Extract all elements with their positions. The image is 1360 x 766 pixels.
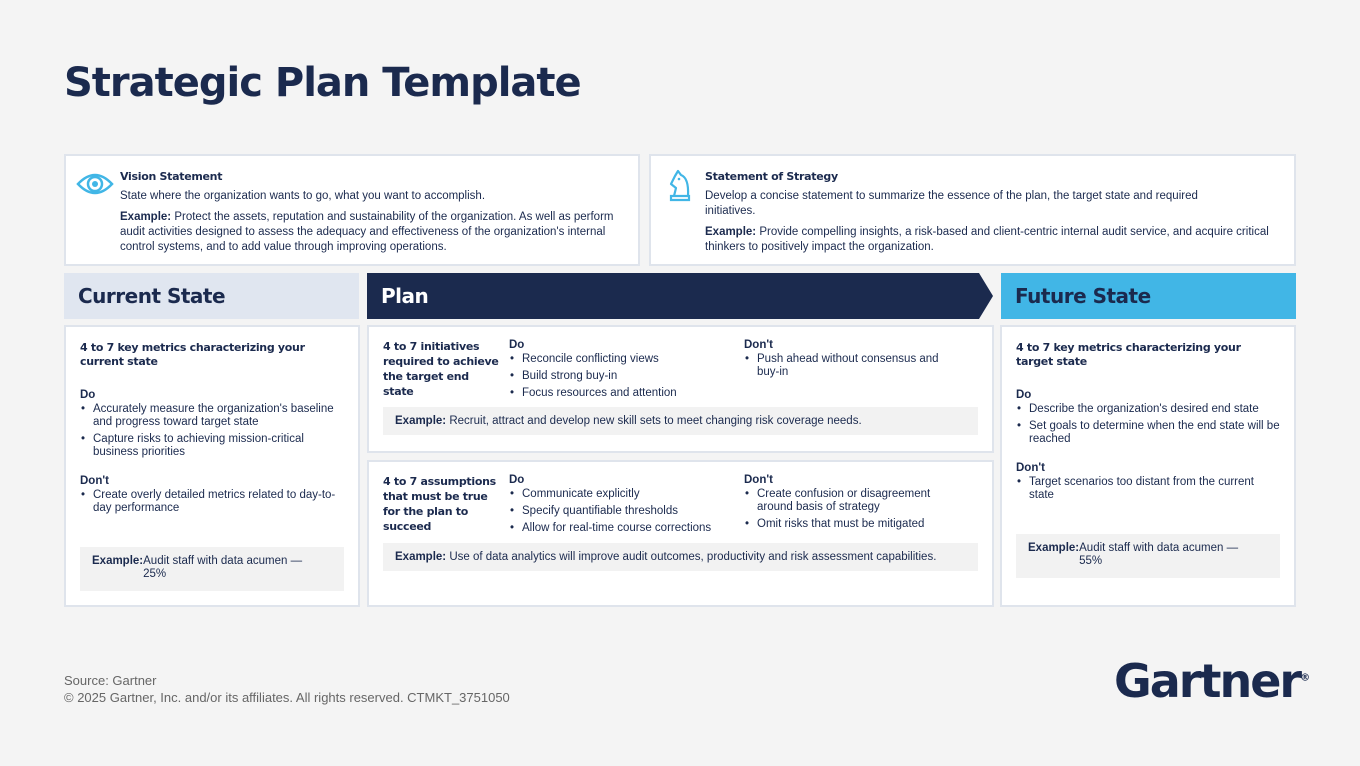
strategy-example: Example: Provide compelling insights, a risk-based and client-centric internal audit service, and acquire critical thinkers to positively impact the organization. xyxy=(705,226,1269,253)
list-item: • Capture risks to achieving mission-critical business priorities xyxy=(80,433,344,459)
future-state-panel xyxy=(1000,325,1296,607)
assumptions-lead: 4 to 7 assumptions that must be true for the plan to succeed xyxy=(383,475,496,533)
current-example: Example:Audit staff with data acumen — 25% xyxy=(80,547,344,591)
list-item: • Communicate explicitly xyxy=(509,488,739,501)
plan-assumptions-panel xyxy=(367,460,994,607)
list-item: • Build strong buy-in xyxy=(509,370,739,383)
initiatives-dont-label: Don't xyxy=(744,339,773,351)
list-item: • Reconcile conflicting views xyxy=(509,353,739,366)
list-item: • Target scenarios too distant from the current state xyxy=(1016,476,1280,502)
assumptions-example: Example: Use of data analytics will improve audit outcomes, productivity and risk assessment capabilities. xyxy=(383,543,978,571)
plan-initiatives-panel xyxy=(367,325,994,453)
eye-icon xyxy=(76,168,114,200)
current-dont-label: Don't xyxy=(80,475,109,487)
future-do-label: Do xyxy=(1016,389,1032,401)
initiatives-lead: 4 to 7 initiatives required to achieve the target end state xyxy=(383,340,499,398)
current-state-panel xyxy=(64,325,360,607)
vision-statement-card xyxy=(64,154,640,266)
current-state-lead: 4 to 7 key metrics characterizing your current state xyxy=(80,341,305,368)
plan-header: Plan xyxy=(367,273,979,319)
assumptions-do-label: Do xyxy=(509,474,525,486)
future-dont-label: Don't xyxy=(1016,462,1045,474)
strategy-heading: Statement of Strategy xyxy=(705,170,838,183)
initiatives-example: Example: Recruit, attract and develop new skill sets to meet changing risk coverage needs. xyxy=(383,407,978,435)
list-item: • Allow for real-time course corrections xyxy=(509,522,739,535)
future-example: Example:Audit staff with data acumen — 55% xyxy=(1016,534,1280,578)
footer xyxy=(64,672,510,706)
plan-arrow xyxy=(979,273,993,319)
list-item: • Specify quantifiable thresholds xyxy=(509,505,739,518)
chess-knight-icon xyxy=(661,168,699,204)
list-item: • Describe the organization's desired end state xyxy=(1016,403,1280,416)
initiatives-do-label: Do xyxy=(509,339,525,351)
list-item: • Focus resources and attention xyxy=(509,387,739,400)
list-item: • Omit risks that must be mitigated xyxy=(744,518,964,531)
future-state-header: Future State xyxy=(1001,273,1296,319)
source-text: Source: Gartner xyxy=(64,673,157,688)
vision-description: State where the organization wants to go, what you want to accomplish. xyxy=(120,190,486,202)
page-title: Strategic Plan Template xyxy=(64,60,581,106)
current-do-label: Do xyxy=(80,389,96,401)
assumptions-dont-label: Don't xyxy=(744,474,773,486)
gartner-logo: Gartner® xyxy=(1114,654,1311,708)
list-item: • Create confusion or disagreement around basis of strategy xyxy=(744,488,964,514)
statement-of-strategy-card xyxy=(649,154,1296,266)
list-item: • Accurately measure the organization's baseline and progress toward target state xyxy=(80,403,344,429)
list-item: • Create overly detailed metrics related to day-to-day performance xyxy=(80,489,344,515)
vision-example: Example: Protect the assets, reputation and sustainability of the organization. As well as perform audit activities designed to assess the adequacy and effectiveness of the organization's internal control systems, and to add value through improving operations. xyxy=(120,211,614,253)
strategy-description: Develop a concise statement to summarize the essence of the plan, the target state and required initiatives. xyxy=(705,190,1198,217)
future-state-lead: 4 to 7 key metrics characterizing your target state xyxy=(1016,341,1241,368)
list-item: • Push ahead without consensus and buy-in xyxy=(744,353,964,379)
copyright-text: © 2025 Gartner, Inc. and/or its affiliates. All rights reserved. CTMKT_3751050 xyxy=(64,690,510,705)
vision-heading: Vision Statement xyxy=(120,170,223,183)
current-state-header: Current State xyxy=(64,273,359,319)
list-item: • Set goals to determine when the end state will be reached xyxy=(1016,420,1280,446)
